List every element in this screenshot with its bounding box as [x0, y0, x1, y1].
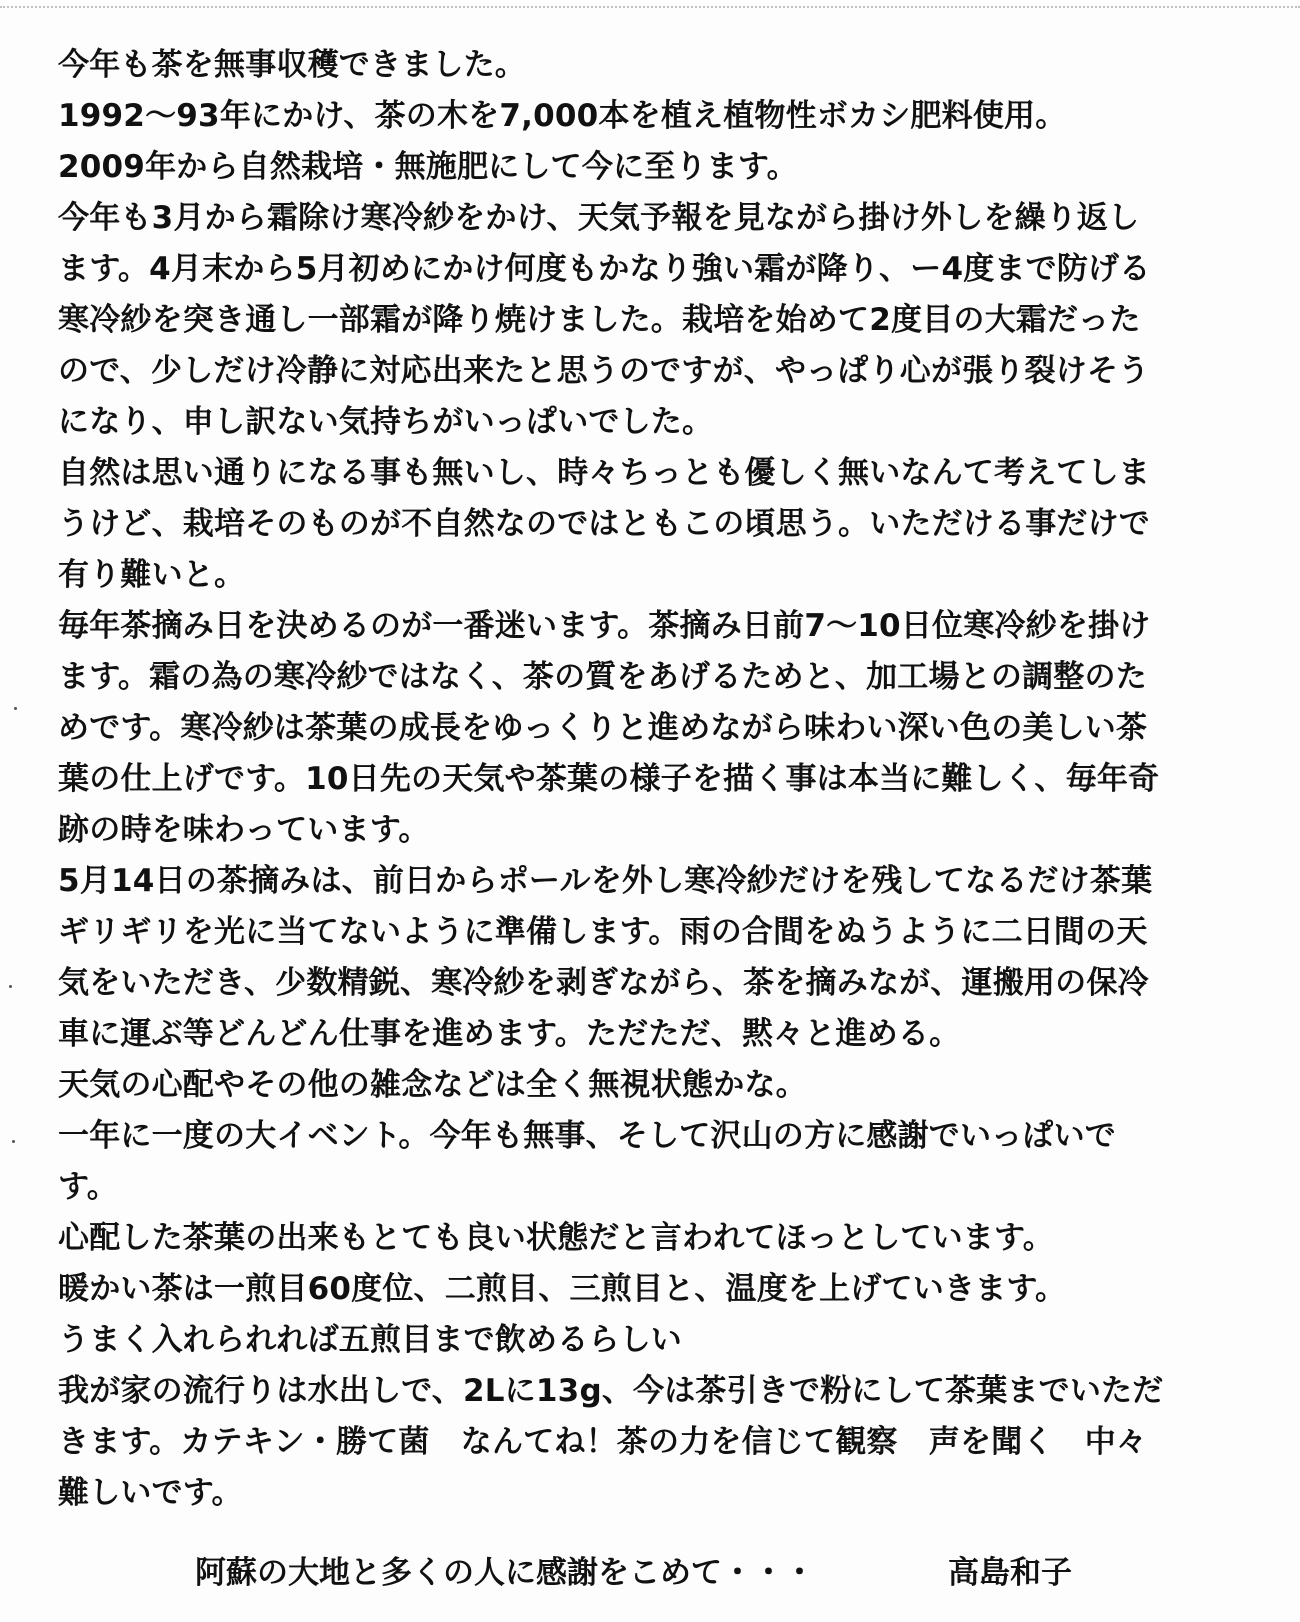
letter-line: ます。4月末から5月初めにかけ何度もかなり強い霜が降り、ー4度まで防げる [58, 251, 1151, 287]
letter-line: 葉の仕上げです。10日先の天気や茶葉の様子を描く事は本当に難しく、毎年奇 [58, 761, 1160, 797]
letter-line: 一年に一度の大イベント。今年も無事、そして沢山の方に感謝でいっぱいで [58, 1118, 1117, 1154]
letter-line: ので、少しだけ冷静に対応出来たと思うのですが、やっぱり心が張り裂けそう [58, 353, 1150, 389]
letter-line: うまく入れられれば五煎目まで飲めるらしい [58, 1322, 682, 1358]
letter-line: 天気の心配やその他の雑念などは全く無視状態かな。 [58, 1067, 807, 1103]
scan-speck [12, 1140, 15, 1143]
letter-line: 心配した茶葉の出来もとても良い状態だと言われてほっとしています。 [58, 1220, 1054, 1256]
letter-line: 暖かい茶は一煎目60度位、二煎目、三煎目と、温度を上げていきます。 [58, 1271, 1067, 1307]
letter-line: 1992～93年にかけ、茶の木を7,000本を植え植物性ボカシ肥料使用。 [58, 98, 1067, 134]
letter-line: す。 [58, 1169, 118, 1205]
closing-remark: 阿蘇の大地と多くの人に感謝をこめて・・・ [195, 1555, 815, 1591]
letter-line: うけど、栽培そのものが不自然なのではともこの頃思う。いただける事だけで [58, 506, 1150, 542]
scan-speck [9, 985, 12, 988]
letter-line: 難しいです。 [58, 1475, 243, 1511]
letter-line: きます。カテキン・勝て菌 なんてね！茶の力を信じて観察 声を聞く 中々 [58, 1424, 1148, 1460]
letter-line: 自然は思い通りになる事も無いし、時々ちっとも優しく無いなんて考えてしま [58, 455, 1150, 491]
letter-line: めです。寒冷紗は茶葉の成長をゆっくりと進めながら味わい深い色の美しい茶 [58, 710, 1148, 746]
scan-edge-artifact [0, 6, 1300, 8]
letter-line: ギリギリを光に当てないように準備します。雨の合間をぬうように二日間の天 [58, 914, 1148, 950]
letter-line: 5月14日の茶摘みは、前日からポールを外し寒冷紗だけを残してなるだけ茶葉 [58, 863, 1153, 899]
letter-line: 有り難いと。 [58, 557, 246, 593]
letter-line: 気をいただき、少数精鋭、寒冷紗を剥ぎながら、茶を摘みなが、運搬用の保冷 [58, 965, 1149, 1001]
letter-line: 毎年茶摘み日を決めるのが一番迷います。茶摘み日前7～10日位寒冷紗を掛け [58, 608, 1151, 644]
letter-line: 今年も茶を無事収穫できました。 [58, 47, 526, 83]
signature: 高島和子 [948, 1555, 1072, 1591]
letter-line: 我が家の流行りは水出しで、2Lに13g、今は茶引きで粉にして茶葉までいただ [58, 1373, 1164, 1409]
letter-line: 車に運ぶ等どんどん仕事を進めます。ただただ、黙々と進める。 [58, 1016, 961, 1052]
letter-line: 寒冷紗を突き通し一部霜が降り焼けました。栽培を始めて2度目の大霜だった [58, 302, 1141, 338]
letter-line: 跡の時を味わっています。 [58, 812, 430, 848]
letter-line: 2009年から自然栽培・無施肥にして今に至ります。 [58, 149, 798, 185]
scan-speck [14, 707, 17, 710]
letter-line: になり、申し訳ない気持ちがいっぱいでした。 [58, 404, 714, 440]
letter-line: 今年も3月から霜除け寒冷紗をかけ、天気予報を見ながら掛け外しを繰り返し [58, 200, 1140, 236]
letter-line: ます。霜の為の寒冷紗ではなく、茶の質をあげるためと、加工場との調整のた [58, 659, 1147, 695]
